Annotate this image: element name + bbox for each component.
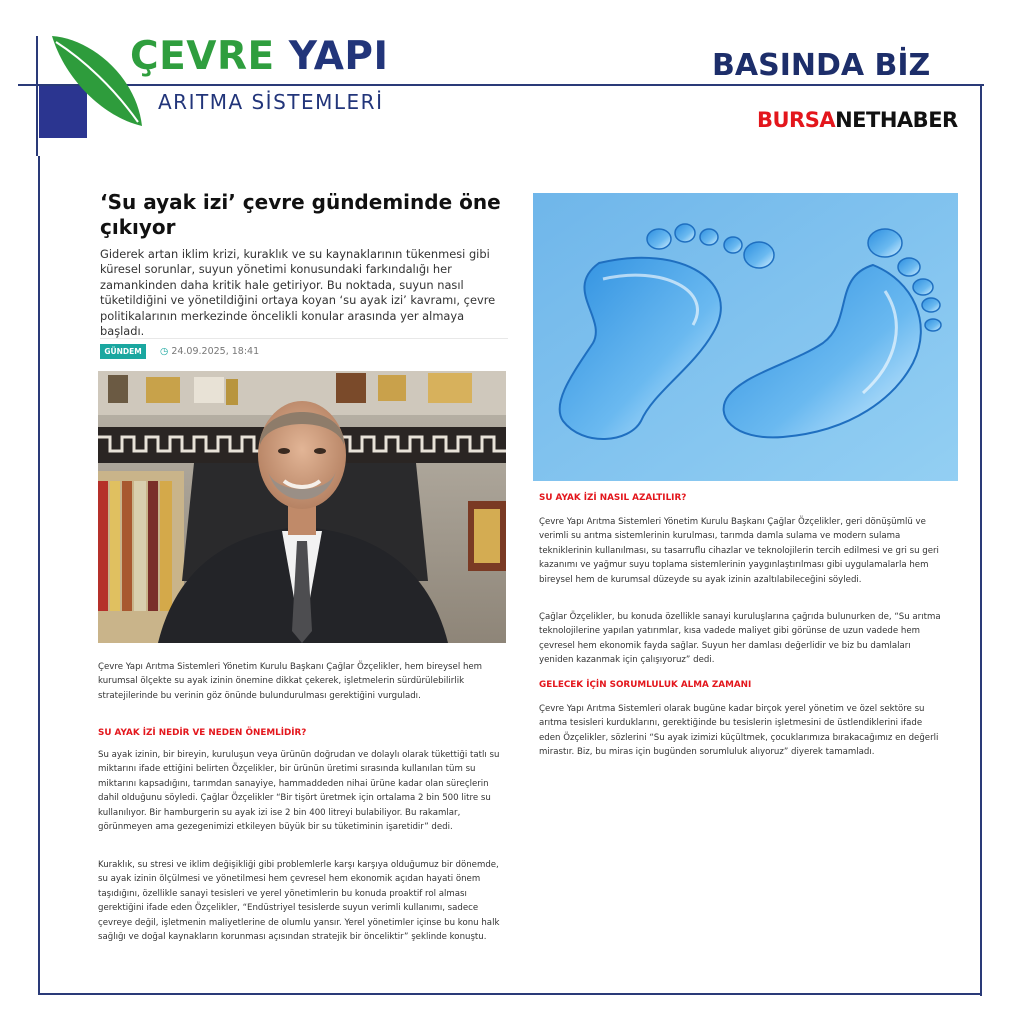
brand-subtitle: ARITMA SİSTEMLERİ [158, 90, 384, 114]
leaf-icon [18, 30, 148, 160]
article-headline: ‘Su ayak izi’ çevre gündeminde öne çıkıyor [100, 190, 501, 239]
article-paragraph-6: Çevre Yapı Arıtma Sistemleri olarak bugüne kadar birçok yerel yönetim ve özel sektöre su arıtma tesisleri kurduklarını, gerektiğinde bu tesislerin işletmesini de üstlendiklerini ifade eden Özçelikler, sözlerini “Su ayak izimizi küçültmek, çocuklarımıza bırakacağımız en değerli mirastır. Biz, bu miras için bugünden sorumluluk alıyoruz” diyerek tamamladı. [539, 704, 939, 758]
article-paragraph-2: Su ayak izinin, bir bireyin, kuruluşun veya ürünün doğrudan ve dolaylı olarak tükettiği tatlı su miktarını ifade ettiğini belirten Özçelikler, bir ürünün üretimi sırasında kullanılan tüm su miktarını kapsadığını, tarımdan sanayiye, hammaddeden nihai ürüne kadar olan süreçlerin dahil olduğunu söyledi. Çağlar Özçelikler “Bir tişört üretmek için ortalama 2 bin 500 litre su kullanılıyor. Bir hamburgerin su ayak izi ise 2 bin 400 litreyi bulabiliyor. Bu rakamlar, görünmeyen ama gezegenimizi etkileyen büyük bir su tüketiminin işaretidir” dedi. [98, 750, 500, 833]
brand-name-part2: YAPI [288, 34, 389, 79]
section-title: BASINDA BİZ [712, 48, 931, 83]
section-heading-3: GELECEK İÇİN SORUMLULUK ALMA ZAMANI [539, 680, 752, 690]
news-source-part1: BURSA [757, 108, 836, 132]
article-paragraph-1: Çevre Yapı Arıtma Sistemleri Yönetim Kurulu Başkanı Çağlar Özçelikler, hem bireysel hem kurumsal ölçekte su ayak izinin önemine dikkat çekerek, işletmelerin sürdürülebilirlik stratejilerinde bu verinin göz önünde bulundurulması gerektiğini vurguladı. [98, 662, 483, 701]
section-heading-1: SU AYAK İZİ NEDİR VE NEDEN ÖNEMLİDİR? [98, 728, 307, 738]
portrait-photo [98, 371, 506, 643]
frame-line-right [980, 84, 982, 996]
frame-line-top [18, 84, 984, 86]
article-paragraph-4: Çevre Yapı Arıtma Sistemleri Yönetim Kurulu Başkanı Çağlar Özçelikler, geri dönüşümlü ve verimli su arıtma sistemlerinin kurulması, tarımda damla sulama ve modern sulama tekniklerinin kullanılması, su tasarruflu cihazlar ve teknolojilerin tercih edilmesi ve gri su geri kazanımı ve yağmur suyu toplama sistemlerinin yaygınlaştırılması gibi uygulamalarla hem bireysel hem de kurumsal düzeyde su ayak izinin azaltılabileceğini söyledi. [539, 517, 939, 585]
brand-name-part1: ÇEVRE [130, 34, 275, 79]
brand-name [130, 34, 389, 79]
divider [100, 338, 508, 339]
water-footprints-image [533, 193, 958, 481]
news-source-part2: NETHABER [835, 108, 958, 132]
article-date [160, 346, 259, 357]
frame-line-left [38, 156, 40, 995]
article-lead: Giderek artan iklim krizi, kuraklık ve su kaynaklarının tükenmesi gibi küresel sorunlar, suyun yönetimi konusundaki farkındalığı her zamankinden daha kritik hale getiriyor. Bu noktada, suyun nasıl tüketildiğini ve yönetildiğini ortaya koyan ‘su ayak izi’ kavramı, çevre politikalarının merkezinde öncelikli konular arasında yer almaya başladı. [100, 247, 496, 339]
news-source-logo [757, 108, 958, 132]
article-paragraph-5: Çağlar Özçelikler, bu konuda özellikle sanayi kuruluşlarına çağrıda bulunurken de, “Su arıtma teknolojilerine yapılan yatırımlar, kısa vadede maliyet gibi görünse de uzun vadede hem çevresel hem ekonomik fayda sağlar. Suyun her damlası değerlidir ve biz bu damlaları yeniden kazanmak için çalışıyoruz” dedi. [539, 612, 941, 666]
article-paragraph-3: Kuraklık, su stresi ve iklim değişikliği gibi problemlerle karşı karşıya olduğumuz bir dönemde, su ayak izinin ölçülmesi ve yönetilmesi hem çevresel hem ekonomik açıdan hayati önem taşıdığını, özellikle sanayi tesisleri ve yerel yönetimlerin bu konuda proaktif rol alması gerektiğini ifade eden Özçelikler, “Endüstriyel tesislerde suyun verimli kullanımı, sadece çevreye değil, işletmenin maliyetlerine de olumlu yansır. Yerel yönetimler içinse bu konu halk sağlığı ve doğal kaynakların korunması açısından stratejik bir önceliktir” şeklinde konuştu. [98, 860, 500, 943]
category-badge[interactable]: GÜNDEM [100, 344, 146, 359]
clock-icon: ◷ [160, 346, 169, 357]
section-heading-2: SU AYAK İZİ NASIL AZALTILIR? [539, 493, 687, 503]
article-datetime: 24.09.2025, 18:41 [171, 346, 260, 357]
frame-line-bottom [38, 993, 982, 995]
